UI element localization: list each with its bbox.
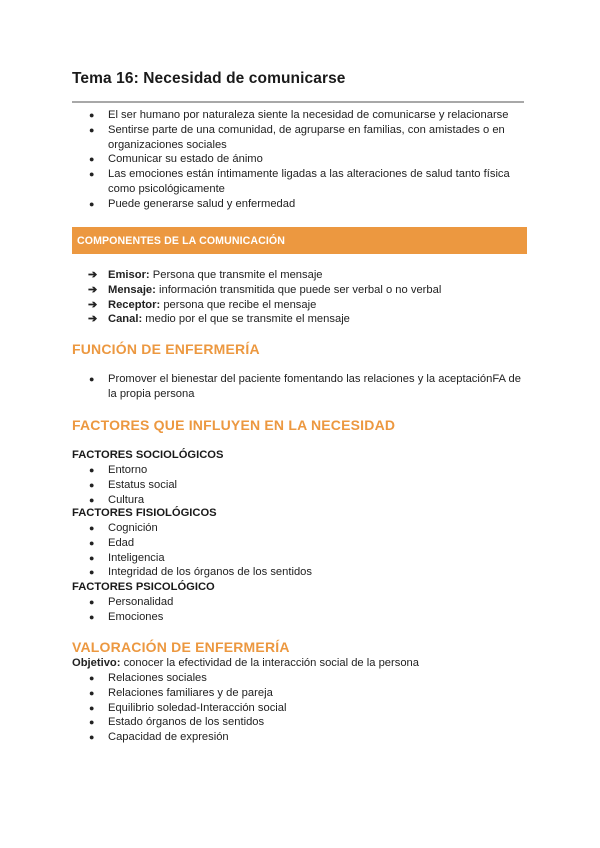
arrow-icon: ➔ [88,269,98,281]
list-item: ➔ Receptor: persona que recibe el mensaje [88,298,317,311]
list-item: ● Relaciones sociales [89,672,207,684]
bullet-icon: ● [89,494,95,505]
bullet-icon: ● [89,717,95,728]
list-item: ● Inteligencia [89,551,165,564]
bullet-icon: ● [89,110,95,120]
arrow-icon: ➔ [88,313,98,326]
list-item: ● Promover el bienestar del paciente fomentando las relaciones y la aceptaciónFA de la propia persona [89,373,521,400]
list-item: ● Sentirse parte de una comunidad, de agruparse en familias, con amistades o en organizaciones sociales [89,123,505,151]
bullet-icon: ● [89,374,95,384]
list-item: ➔ Canal: medio por el que se transmite el mensaje [88,313,350,326]
list-item: ● Estatus social [89,478,178,491]
bullet-icon: ● [89,465,95,475]
list-item: ● Puede generarse salud y enfermedad [89,197,296,210]
title-divider [72,101,524,103]
list-item: ● Cultura [89,493,145,506]
intro-list [72,108,532,212]
list-item: ➔ Emisor: Persona que transmite el mensaje [88,269,323,281]
funcion-heading: FUNCIÓN DE ENFERMERÍA [72,341,260,357]
arrow-icon: ➔ [88,298,98,311]
bullet-icon: ● [89,611,95,622]
bullet-icon: ● [89,552,95,563]
page-title: Tema 16: Necesidad de comunicarse [72,70,346,87]
bullet-icon: ● [89,567,95,578]
factores-psicologico-list [72,595,532,625]
list-item: ● Equilibrio soledad-Interacción social [89,701,287,714]
bullet-icon: ● [89,732,95,743]
funcion-list [72,372,532,402]
factores-fisiologicos-label: FACTORES FISIOLÓGICOS [72,507,217,519]
list-item: ● El ser humano por naturaleza siente la necesidad de comunicarse y relacionarse [89,109,509,121]
valoracion-list [72,671,532,745]
bullet-icon: ● [89,673,95,683]
list-item: ● Comunicar su estado de ánimo [89,153,263,166]
factores-sociologicos-list [72,463,532,507]
arrow-icon: ➔ [88,283,98,296]
list-item: ● Las emociones están íntimamente ligadas a las alteraciones de salud tanto física como psicológicamente [89,168,510,195]
list-item: ● Capacidad de expresión [89,731,229,744]
bullet-icon: ● [89,537,95,548]
objective-text: conocer la efectividad de la interacción social de la persona [120,657,419,669]
objective-label: Objetivo: [72,657,121,669]
factores-fisiologicos-list [72,521,532,580]
list-item: ● Cognición [89,522,158,534]
factores-sociologicos-label: FACTORES SOCIOLÓGICOS [72,449,224,461]
objective-line [72,657,419,669]
list-item: ● Edad [89,536,135,549]
componentes-heading: COMPONENTES DE LA COMUNICACIÓN [77,234,286,247]
list-item: ● Emociones [89,610,164,623]
bullet-icon: ● [89,702,95,713]
list-item: ● Entorno [89,464,148,476]
bullet-icon: ● [89,169,95,180]
bullet-icon: ● [89,479,95,490]
bullet-icon: ● [89,687,95,698]
list-item: ➔ Mensaje: información transmitida que puede ser verbal o no verbal [88,283,442,296]
factores-heading: FACTORES QUE INFLUYEN EN LA NECESIDAD [72,417,396,433]
bullet-icon: ● [89,198,95,209]
list-item: ● Personalidad [89,596,174,608]
list-item: ● Integridad de los órganos de los sentidos [89,566,312,579]
bullet-icon: ● [89,124,95,135]
factores-psicologico-label: FACTORES PSICOLÓGICO [72,581,215,593]
valoracion-heading: VALORACIÓN DE ENFERMERÍA [72,639,290,655]
componentes-list [72,268,441,327]
bullet-icon: ● [89,154,95,165]
list-item: ● Relaciones familiares y de pareja [89,686,273,699]
bullet-icon: ● [89,597,95,607]
componentes-banner [72,227,527,254]
list-item: ● Estado órganos de los sentidos [89,716,265,729]
bullet-icon: ● [89,523,95,533]
